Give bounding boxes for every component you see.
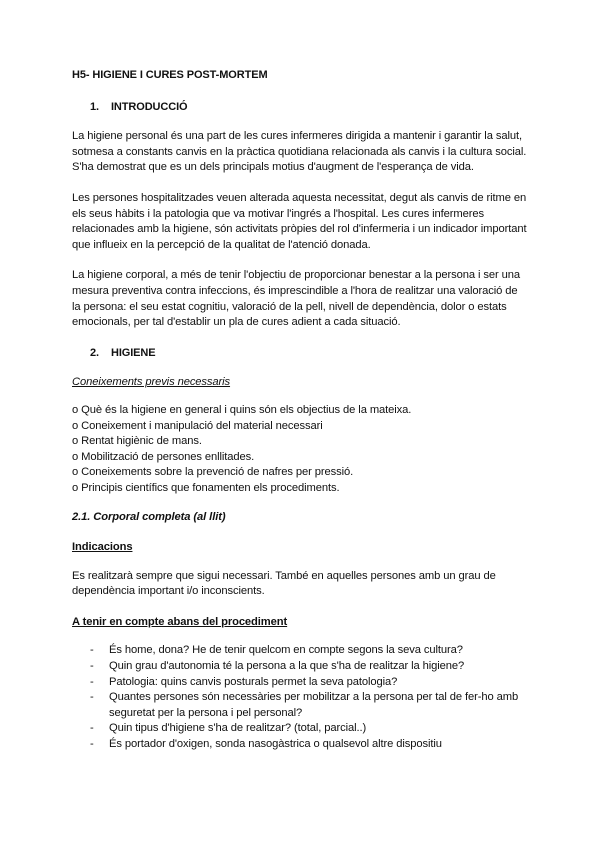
list-item: o Principis científics que fonamenten els procediments.	[72, 481, 340, 494]
section-1-title: INTRODUCCIÓ	[110, 100, 188, 113]
list-item: o Coneixement i manipulació del material necessari	[72, 419, 323, 432]
list-item-text: Quantes persones són necessàries per mobilitzar a la persona per tal de fer-ho amb seguretat per la persona i pel personal?	[109, 691, 519, 719]
dash-bullet: -	[90, 738, 94, 750]
document-body	[72, 68, 528, 753]
list-item: o Coneixements sobre la prevenció de nafres per pressió.	[72, 466, 354, 479]
section-1-heading	[90, 100, 528, 116]
list-item-text: És portador d'oxigen, sonda nasogàstrica o qualsevol altre dispositiu	[109, 738, 442, 750]
list-item-text: És home, dona? He de tenir quelcom en compte segons la seva cultura?	[109, 644, 463, 657]
list-item-text: Patologia: quins canvis posturals permet la seva patologia?	[109, 675, 398, 688]
list-item: o Què és la higiene en general i quins són els objectius de la mateixa.	[72, 403, 412, 416]
indications-heading: Indicacions	[72, 541, 133, 554]
list-item	[90, 659, 528, 675]
dash-bullet: -	[90, 675, 94, 688]
subsection-2-1-heading: 2.1. Corporal completa (al llit)	[72, 511, 226, 524]
list-item: o Mobilització de persones enllitades.	[72, 450, 255, 463]
dash-bullet: -	[90, 691, 94, 704]
section-2-heading	[90, 346, 528, 362]
prior-knowledge-heading: Coneixements previs necessaris	[72, 376, 231, 389]
list-item	[90, 737, 528, 753]
dash-bullet: -	[90, 644, 94, 657]
list-item: o Rentat higiènic de mans.	[72, 435, 202, 448]
intro-paragraph-2: Les persones hospitalitzades veuen alterada aquesta necessitat, degut als canvis de ritme en els seus hàbits i la patologia que va motivar l'ingrés a l'hospital. Les cures infermeres relacionades amb la higiene, són activitats pròpies del rol d'infermeria i un indicador important que influeix en la percepció de la qualitat de l'atenció donada.	[72, 191, 527, 251]
list-item	[90, 721, 528, 737]
list-item-text: Quin tipus d'higiene s'ha de realitzar? (total, parcial..)	[109, 722, 367, 735]
list-item-text: Quin grau d'autonomia té la persona a la que s'ha de realitzar la higiene?	[109, 660, 465, 673]
prior-knowledge-list	[72, 403, 528, 497]
intro-paragraph-1: La higiene personal és una part de les cures infermeres dirigida a mantenir i garantir la salut, sotmesa a constants canvis en la pràctica quotidiana relacionada als canvis i la cultura social. S'ha demostrat que es un dels principals motius d'augment de l'esperança de vida.	[72, 130, 527, 174]
dash-bullet: -	[90, 722, 94, 735]
section-1-number: 1.	[90, 100, 99, 113]
considerations-list	[72, 643, 528, 752]
document-title: H5- HIGIENE I CURES POST-MORTEM	[72, 69, 268, 81]
list-item	[90, 643, 528, 659]
section-2-number: 2.	[90, 346, 99, 359]
considerations-heading: A tenir en compte abans del procediment	[72, 615, 288, 628]
list-item	[90, 675, 528, 691]
indications-paragraph: Es realitzarà sempre que sigui necessari. També en aquelles persones amb un grau de dependència important i/o inconscients.	[72, 569, 496, 598]
list-item	[90, 690, 528, 721]
intro-paragraph-3: La higiene corporal, a més de tenir l'objectiu de proporcionar benestar a la persona i ser una mesura preventiva contra infeccions, és imprescindible a l'hora de realitzar una valoració de la persona: el seu estat cognitiu, valoració de la pell, nivell de dependència, dolor o estats emocionals, per tal d'establir un pla de cures adient a cada situació.	[72, 269, 520, 329]
dash-bullet: -	[90, 660, 94, 673]
section-2-title: HIGIENE	[110, 346, 156, 359]
